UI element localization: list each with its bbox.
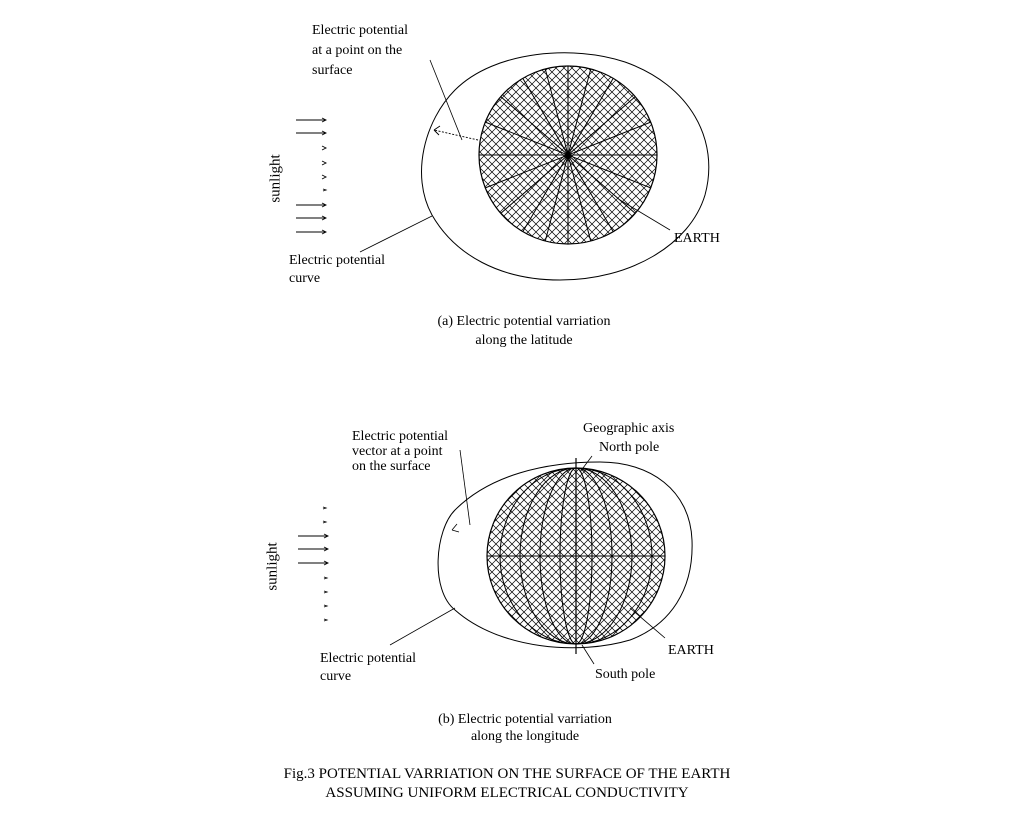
figure-caption-line1: Fig.3 POTENTIAL VARRIATION ON THE SURFACE OF THE EARTH (283, 766, 731, 782)
panel-a-curve-label-line1: Electric potential (289, 253, 386, 268)
panel-b-earth-label: EARTH (668, 643, 714, 658)
panel-a-curve-label-line2: curve (289, 271, 321, 286)
panel-b-caption-line2: along the longitude (470, 729, 580, 744)
panel-b-south-pole-label: South pole (595, 667, 656, 682)
panel-a-sunlight-label: sunlight (267, 154, 284, 203)
panel-a-caption-line2: along the latitude (475, 333, 573, 348)
panel-a-diagram (296, 53, 709, 280)
panel-a-caption-line1: (a) Electric potential varriation (437, 314, 611, 329)
panel-a-surface-label-line2: at a point on the (312, 43, 403, 58)
panel-b-sunlight-label: sunlight (264, 542, 281, 591)
figure-caption-line2: ASSUMING UNIFORM ELECTRICAL CONDUCTIVITY (325, 785, 689, 801)
panel-b-geographic-axis-label: Geographic axis (583, 421, 675, 436)
panel-a-earth-label: EARTH (674, 231, 720, 246)
panel-b-caption-line1: (b) Electric potential varriation (438, 712, 612, 727)
panel-a-surface-label-line1: Electric potential (312, 23, 409, 38)
panel-b-surface-label-line2: vector at a point (352, 444, 443, 459)
panel-a-surface-label-line3: surface (312, 63, 353, 78)
panel-b-diagram (298, 450, 692, 664)
panel-b-curve-label-line2: curve (320, 669, 352, 684)
panel-b-surface-label-line3: on the surface (352, 459, 431, 474)
panel-b-curve-label-line1: Electric potential (320, 651, 417, 666)
panel-b-north-pole-label: North pole (599, 440, 660, 455)
panel-b-surface-label-line1: Electric potential (352, 429, 449, 444)
